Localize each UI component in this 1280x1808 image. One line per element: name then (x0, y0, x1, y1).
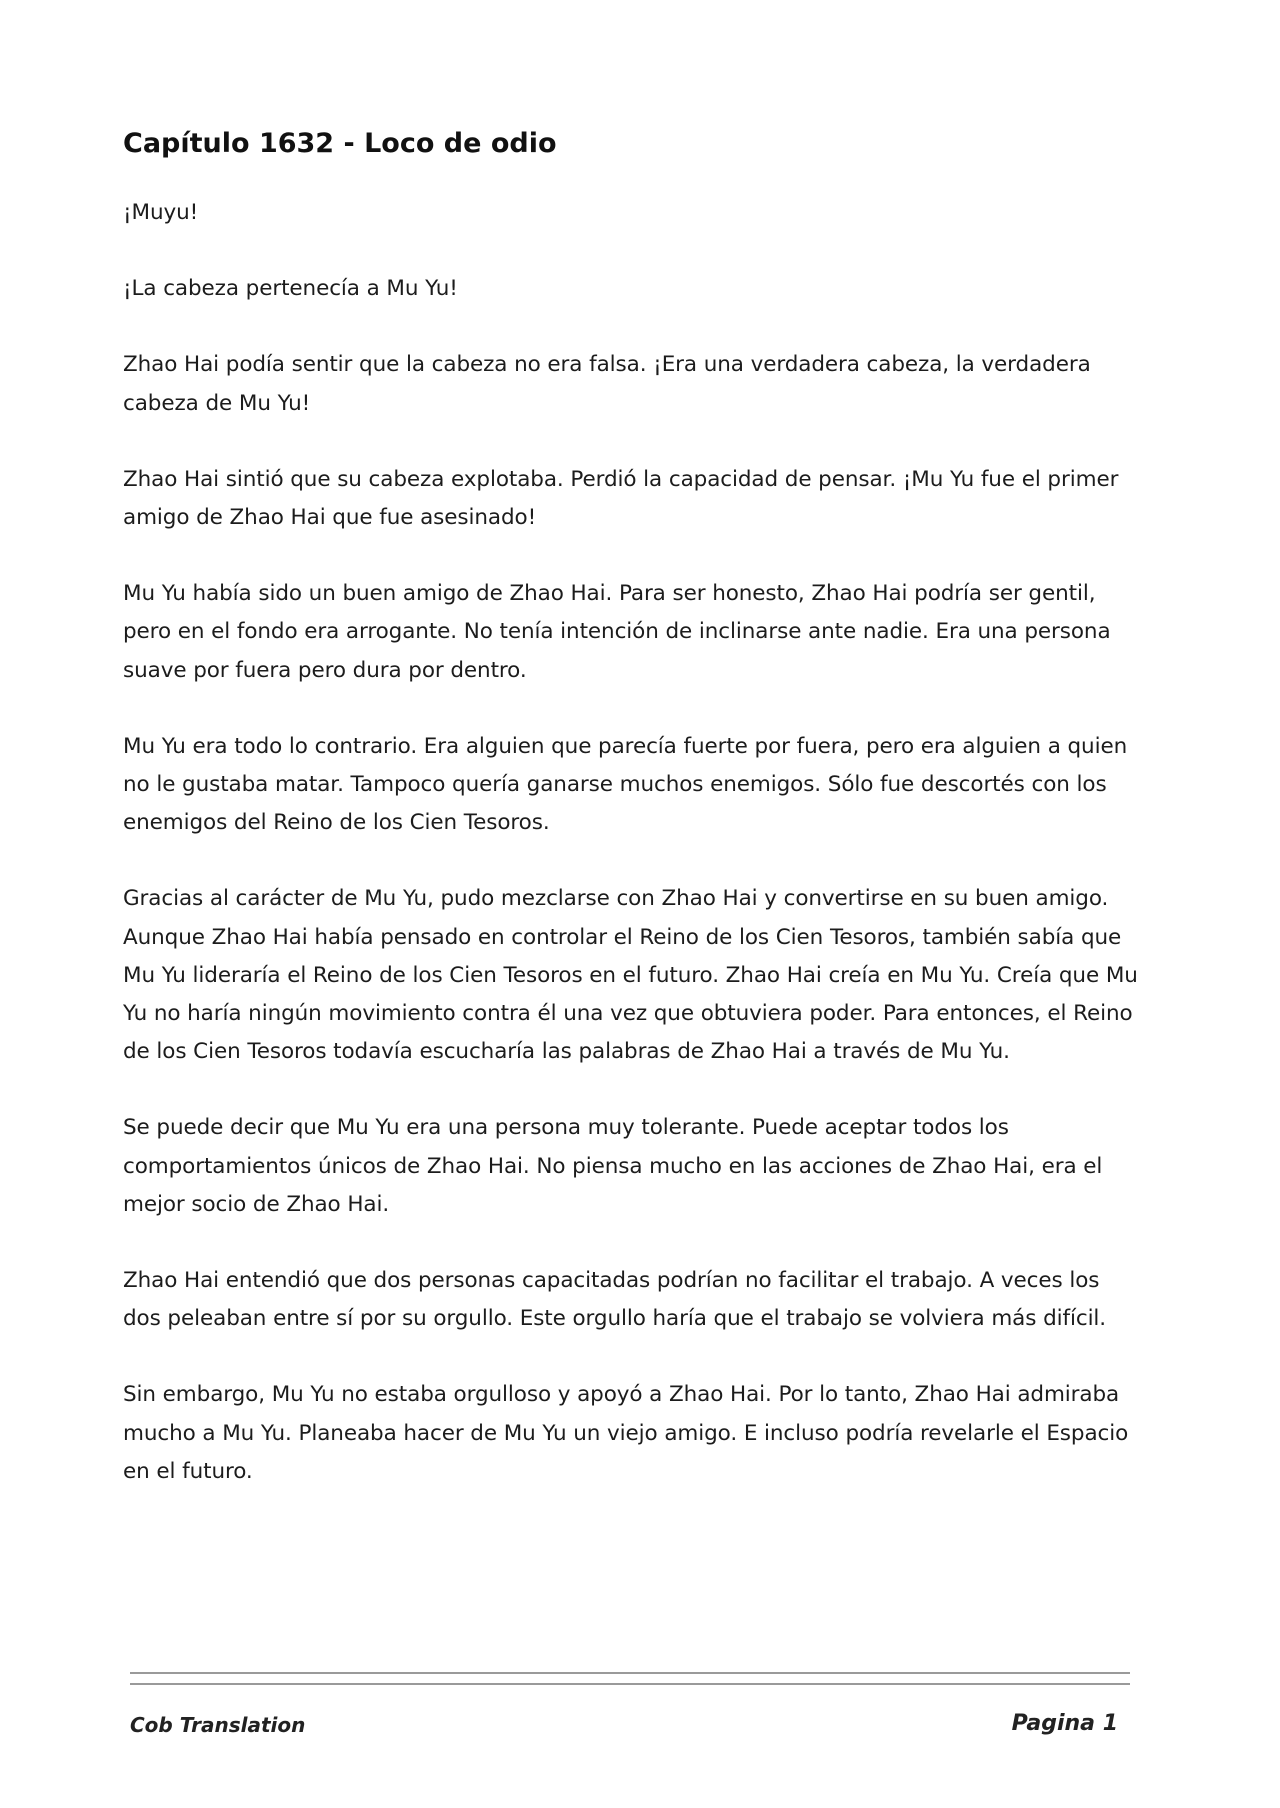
paragraph: Gracias al carácter de Mu Yu, pudo mezclarse con Zhao Hai y convertirse en su buen amigo. Aunque Zhao Hai había pensado en controlar el Reino de los Cien Tesoros, también sabía que Mu Yu lideraría el Reino de los Cien Tesoros en el futuro. Zhao Hai creía en Mu Yu. Creía que Mu Yu no haría ningún movimiento contra él una vez que obtuviera poder. Para entonces, el Reino de los Cien Tesoros todavía escucharía las palabras de Zhao Hai a través de Mu Yu. (123, 886, 1138, 1065)
document-body (123, 120, 1143, 1529)
paragraph: Zhao Hai sintió que su cabeza explotaba. Perdió la capacidad de pensar. ¡Mu Yu fue el primer amigo de Zhao Hai que fue asesinado! (123, 466, 1119, 531)
paragraph: Sin embargo, Mu Yu no estaba orgulloso y apoyó a Zhao Hai. Por lo tanto, Zhao Hai admiraba mucho a Mu Yu. Planeaba hacer de Mu Yu un viejo amigo. E incluso podría revelarle el Espacio en el futuro. (123, 1382, 1129, 1484)
footer-page-number: Pagina 1 (1011, 1711, 1118, 1736)
paragraph: ¡La cabeza pertenecía a Mu Yu! (123, 276, 458, 302)
paragraph: Mu Yu había sido un buen amigo de Zhao Hai. Para ser honesto, Zhao Hai podría ser gentil, pero en el fondo era arrogante. No tenía intención de inclinarse ante nadie. Era una persona suave por fuera pero dura por dentro. (123, 581, 1111, 683)
paragraph: ¡Muyu! (123, 200, 199, 225)
chapter-title: Capítulo 1632 - Loco de odio (123, 128, 557, 159)
footer-divider-bottom (130, 1683, 1130, 1685)
footer-publisher: Cob Translation (130, 1713, 306, 1737)
paragraph: Zhao Hai entendió que dos personas capacitadas podrían no facilitar el trabajo. A veces los dos peleaban entre sí por su orgullo. Este orgullo haría que el trabajo se volviera más difícil. (123, 1268, 1107, 1332)
paragraph: Se puede decir que Mu Yu era una persona muy tolerante. Puede aceptar todos los comportamientos únicos de Zhao Hai. No piensa mucho en las acciones de Zhao Hai, era el mejor socio de Zhao Hai. (123, 1115, 1103, 1217)
footer-divider-top (130, 1672, 1130, 1674)
paragraph: Mu Yu era todo lo contrario. Era alguien que parecía fuerte por fuera, pero era alguien a quien no le gustaba matar. Tampoco quería ganarse muchos enemigos. Sólo fue descortés con los enemigos del Reino de los Cien Tesoros. (123, 733, 1128, 836)
paragraph: Zhao Hai podía sentir que la cabeza no era falsa. ¡Era una verdadera cabeza, la verdadera cabeza de Mu Yu! (123, 352, 1091, 416)
